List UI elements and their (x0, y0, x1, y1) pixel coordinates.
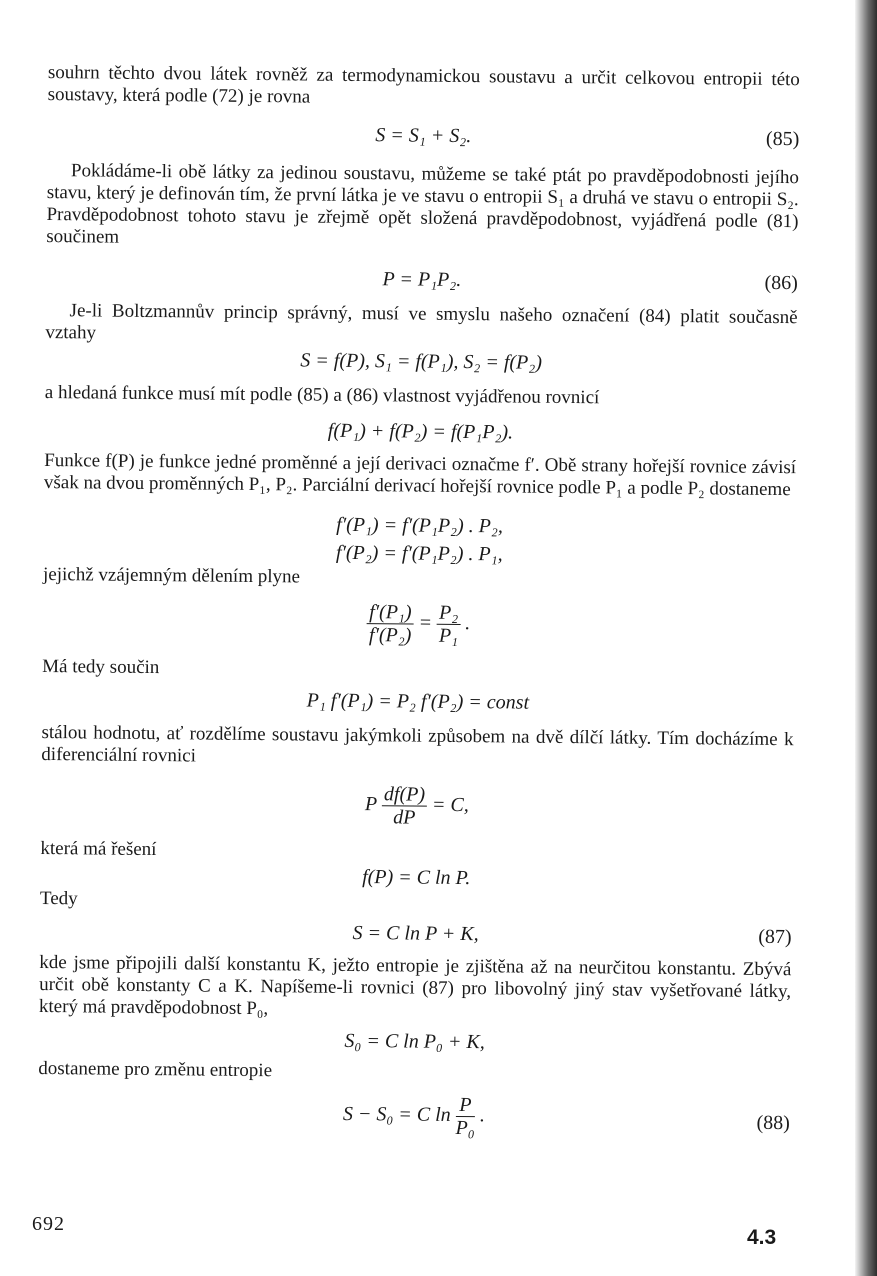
diffeq-numerator: df(P) (382, 783, 427, 806)
equation-85-text: S = S₁ + S₂. (375, 124, 472, 148)
ratio-right-fraction (437, 602, 461, 647)
ratio-right-numerator: P₂ (437, 602, 460, 625)
equation-88-number: (88) (756, 1111, 790, 1135)
equation-88 (38, 1090, 791, 1155)
diffeq-fraction (382, 783, 428, 828)
equation-relations-text: S = f(P), S₁ = f(P₁), S₂ = f(P₂) (300, 349, 543, 374)
paragraph-8: stálou hodnotu, ať rozdělíme soustavu jakýmkoli způsobem na dvě dílčí látky. Tím docházíme k diferenciální rovnici (41, 721, 794, 767)
page-edge-shadow (855, 0, 877, 1276)
ratio-right-denominator: P₁ (438, 624, 459, 647)
equation-88-numerator: P (456, 1094, 475, 1117)
equation-functional-text: f(P₁) + f(P₂) = f(P₁P₂). (327, 419, 514, 444)
equation-88-lead: S − S₀ = C ln (342, 1102, 451, 1127)
ratio-left-numerator: f′(P₁) (367, 601, 414, 624)
equation-ratio (42, 598, 795, 663)
paragraph-11: kde jsme připojili další konstantu K, ježto entropie je zjištěna až na neurčitou konstantu. Zbývá určit obě konstanty C a K. Napíšeme-li rovnici (87) pro libovolný jiný stav vyšetřované látky, který má pravděpodobnost P₀, (38, 951, 792, 1020)
equation-s0-text: S₀ = C ln P₀ + K, (344, 1029, 485, 1054)
paragraph-4: a hledaná funkce musí mít podle (85) a (86) vlastnost vyjádřenou rovnicí (44, 381, 600, 409)
equation-derivative-2-text: f′(P₂) = f′(P₁P₂) . P₁, (335, 541, 503, 566)
diffeq-tail: = C, (431, 793, 469, 817)
equation-86-number: (86) (764, 271, 799, 295)
equation-87-number: (87) (758, 925, 792, 949)
equation-86-text: P = P₁P₂. (382, 268, 462, 291)
diffeq-lead: P (364, 793, 377, 816)
paragraph-7: Má tedy součin (42, 655, 160, 679)
equation-88-denominator: P₀ (455, 1116, 475, 1140)
ratio-end: . (465, 612, 471, 635)
page-number: 692 (32, 1213, 65, 1235)
paragraph-12: dostaneme pro změnu entropie (38, 1057, 273, 1082)
equation-85-number: (85) (765, 127, 800, 151)
paragraph-6: jejichž vzájemným dělením plyne (42, 563, 301, 588)
paragraph-5: Funkce f(P) je funkce jedné proměnné a její derivaci označme f′. Obě strany hořejší rovnice závisí však na dvou proměnných P₁, P₂. Parciální derivací hořejší rovnice podle P₁ a podle P₂ dostaneme (43, 449, 797, 501)
paragraph-1: souhrn těchto dvou látek rovněž za termodynamickou soustavu a určit celkovou entropii této soustavy, která podle (72) je rovna (47, 62, 800, 108)
ratio-left-denominator: f′(P₂) (368, 624, 412, 647)
paragraph-9: která má řešení (40, 837, 157, 861)
paragraph-10: Tedy (39, 887, 78, 910)
equation-87-text: S = C ln P + K, (352, 921, 479, 946)
equation-88-end: . (479, 1104, 486, 1127)
paragraph-3: Je-li Boltzmannův princip správný, musí ve smyslu našeho označení (84) platit současně vztahy (45, 300, 798, 344)
page-content (38, 62, 800, 1155)
equation-differential (41, 780, 794, 845)
equation-derivative-1-text: f′(P₁) = f′(P₁P₂) . P₂, (336, 513, 504, 538)
diffeq-denominator: dP (393, 806, 416, 829)
ratio-left-fraction (367, 601, 414, 646)
ratio-equals: = (418, 611, 433, 634)
equation-solution-text: f(P) = C ln P. (362, 866, 471, 890)
page-marker: 4.3 (747, 1226, 777, 1249)
paragraph-2: Pokládáme-li obě látky za jedinou soustavu, můžeme se také ptát po pravděpodobnosti jejího stavu, který je definován tím, že první látka je ve stavu o entropii S₁ a druhá ve stavu o entropii S₂. Pravděpodobnost tohoto stavu je zřejmě opět složená pravděpodobnost, vyjádřená podle (81) součinem (46, 160, 800, 248)
equation-88-fraction (456, 1094, 476, 1139)
equation-const-text: P₁ f′(P₁) = P₂ f′(P₂) = const (306, 689, 530, 714)
